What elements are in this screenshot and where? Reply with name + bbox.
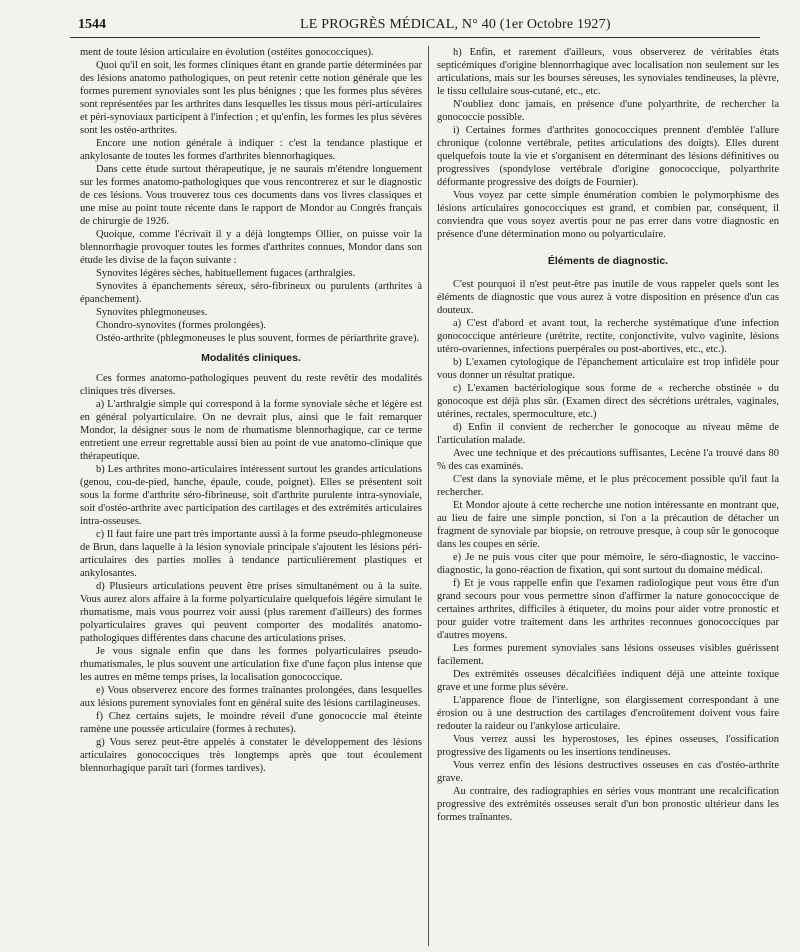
paragraph: Quoique, comme l'écrivait il y a déjà longtemps Ollier, on puisse voir la blennorrhagie provoquer toutes les formes d'arthrites connues, Mondor dans son étude les divise de la façon suivante : [80, 229, 422, 266]
paragraph: Et Mondor ajoute à cette recherche une notion intéressante en montrant que, au lieu de faire une simple ponction, si l'on a la précaution de détacher un fragment de synoviale par biopsie, on retrouve presque, à coup sûr le gonocoque dans les coupes en série. [437, 500, 779, 550]
left-column [80, 46, 422, 775]
journal-title: LE PROGRÈS MÉDICAL, N° 40 (1er Octobre 1927) [300, 17, 611, 32]
list-item: Chondro-synovites (formes prolongées). [96, 320, 267, 331]
paragraph: L'apparence floue de l'interligne, son élargissement correspondant à une érosion ou à une destruction des cartilages d'encroûtement doivent vous faire redouter la raideur ou l'ankylose articulaire. [437, 695, 779, 732]
paragraph: d) Enfin il convient de rechercher le gonocoque au niveau même de l'articulation malade. [437, 422, 779, 446]
paragraph: i) Certaines formes d'arthrites gonococciques prennent d'emblée l'allure chronique (colonne vertébrale, petites articulations des doigts). Elles durent quelquefois toute la vie et s'organisent en déterminant des lésions définitives ou progressives (spondylose vertébrale d'origine gonococcique, polyarthrite déformante progressive des doigts de Fournier). [437, 125, 779, 188]
paragraph: e) Vous observerez encore des formes traînantes prolongées, dans lesquelles aux lésions purement synoviales font en général suite des lésions cartilagineuses. [80, 685, 422, 709]
paragraph: Vous voyez par cette simple énumération combien le polymorphisme des lésions articulaires gonococciques est grand, et combien par, conséquent, il conviendra que vous soyez avertis pour ne pas errer dans votre diagnostic en présence d'une détermination mono ou polyarticulaire. [437, 190, 779, 240]
section-heading: Éléments de diagnostic. [547, 255, 669, 267]
list-item: Ostéo-arthrite (phlegmoneuses le plus souvent, formes de périarthrite grave). [96, 333, 420, 344]
paragraph: C'est pourquoi il n'est peut-être pas inutile de vous rappeler quels sont les éléments de diagnostic que vous aurez à votre disposition en présence d'un cas douteux. [437, 279, 779, 316]
paragraph: Les formes purement synoviales sans lésions osseuses visibles guérissent facilement. [437, 643, 779, 667]
paragraph: a) L'arthralgie simple qui correspond à la forme synoviale sèche et légère est en général polyarticulaire. On ne devrait plus, ainsi que le fait remarquer Mondor, la désigner sous le nom de rhumatisme blennorhagique, car ce terme entretient une erreur regrettable aussi bien au point de vue anatomo-clinique que thérapeutique. [80, 399, 422, 462]
paragraph: Des extrémités osseuses décalcifiées indiquent déjà une atteinte toxique grave et une forme plus sévère. [437, 669, 779, 693]
paragraph: Ces formes anatomo-pathologiques peuvent du reste revêtir des modalités cliniques très diverses. [80, 373, 422, 397]
paragraph: c) Il faut faire une part très importante aussi à la forme pseudo-phlegmoneuse de Brun, dans laquelle à la lésion synoviale principale s'ajoutent les lésions péri-articulaires des parties molles à tendance particulièrement plastiques et ankylosantes. [80, 529, 422, 579]
paragraph: Vous verrez aussi les hyperostoses, les épines osseuses, l'ossification progressive des ligaments ou les insertions tendineuses. [437, 734, 779, 758]
paragraph: Quoi qu'il en soit, les formes cliniques étant en grande partie déterminées par des lésions anatomo pathologiques, on peut retenir cette notion générale que les formes purement synoviales sont les plus bénignes ; que les formes plus sévères sont représentées par les arthrites dans lesquelles les tissus mous péri-articulaires et péri-synoviaux participent à l'infection ; et qu'enfin, les formes les plus sévères sont les ostéo-arthrites. [80, 60, 422, 136]
paragraph: Je vous signale enfin que dans les formes polyarticulaires pseudo-rhumatismales, le plus souvent une articulation fixe d'une façon plus intense que les autres en même temps prises, la localisation gonococcique. [80, 646, 422, 683]
paragraph: Vous verrez enfin des lésions destructives osseuses en cas d'ostéo-arthrite grave. [437, 760, 779, 784]
paragraph: c) L'examen bactériologique sous forme de « recherche obstinée » du gonocoque est déjà plus sûr. (Examen direct des sécrétions urétrales, vaginales, utérines, rectales, spermoculture, etc.) [437, 383, 779, 420]
paragraph: d) Plusieurs articulations peuvent être prises simultanément ou à la suite. Vous aurez alors affaire à la forme polyarticulaire quelquefois légère simulant le rhumatisme, mais vous pourrez voir aussi (plus rarement d'ailleurs) des formes polyarticulaires graves qui peuvent comporter des modalités anatomo-pathologiques différentes dans chacune des articulations prises. [80, 581, 422, 644]
paragraph: b) L'examen cytologique de l'épanchement articulaire est trop infidèle pour vous donner un résultat pratique. [437, 357, 779, 381]
list-item: Synovites à épanchements séreux, séro-fibrineux ou purulents (arthrites à épanchement). [80, 281, 422, 305]
paragraph: e) Je ne puis vous citer que pour mémoire, le séro-diagnostic, le vaccino-diagnostic, la gono-réaction de fixation, qui sont surtout du domaine médical. [437, 552, 779, 576]
paragraph: C'est dans la synoviale même, et le plus précocement possible qu'il faut la rechercher. [437, 474, 779, 498]
running-header [70, 15, 760, 38]
page-number: 1544 [78, 17, 106, 32]
paragraph: f) Chez certains sujets, le moindre réveil d'une gonococcie mal éteinte ramène une poussée articulaire (formes à rechutes). [80, 711, 422, 735]
paragraph: Encore une notion générale à indiquer : c'est la tendance plastique et ankylosante de toutes les formes d'arthrites blennorhagiques. [80, 138, 422, 162]
list-item: Synovites légères sèches, habituellement fugaces (arthralgies. [96, 268, 356, 279]
column-divider [428, 46, 429, 946]
list-item: Synovites phlegmoneuses. [96, 307, 208, 318]
paragraph: a) C'est d'abord et avant tout, la recherche systématique d'une infection gonococcique antérieure (urétrite, rectite, conjonctivite, vulvo vaginite, lésions utéro-ovariennes, infections puerpérales ou post-abortives, etc., etc.). [437, 318, 779, 355]
paragraph: Au contraire, des radiographies en séries vous montrant une recalcification progressive des extrémités osseuses serait d'un bon pronostic ultérieur dans les formes traînantes. [437, 786, 779, 823]
paragraph: g) Vous serez peut-être appelés à constater le développement des lésions articulaires gonococciques très longtemps après que tout écoulement blennorhagique paraît tari (formes tardives). [80, 737, 422, 774]
paragraph: Dans cette étude surtout thérapeutique, je ne saurais m'étendre longuement sur les formes anatomo-pathologiques que vous rencontrerez et sur le diagnostic de ces lésions. Vous trouverez tous ces documents dans vos livres classiques et une mise au point toute récente dans le rapport de Mondor au Congrès français de chirurgie de 1926. [80, 164, 422, 227]
paragraph: b) Les arthrites mono-articulaires intéressent surtout les grandes articulations (genou, cou-de-pied, hanche, épaule, coude, poignet). Elles se présentent soit sous la forme d'arthrite séro-fibrineuse, soit d'arthrite purulente intra-synoviale, soit d'ostéo-arthrite avec participation des cartilages et des extrémités articulaires intra-osseuses. [80, 464, 422, 527]
paragraph: h) Enfin, et rarement d'ailleurs, vous observerez de véritables états septicémiques d'origine blennorrhagique avec localisation non seulement sur les articulations, mais sur les bourses séreuses, les synoviales tendineuses, la plèvre, le tissu cellulaire sous-cutané, etc., etc. [437, 47, 779, 97]
paragraph: f) Et je vous rappelle enfin que l'examen radiologique peut vous être d'un grand secours pour vous permettre sinon d'affirmer la nature gonococcique de certaines arthrites, difficiles à étiqueter, du moins pour aider votre pronostic et pour guider votre traitement dans les arthrites reconnues gonococciques par d'autres moyens. [437, 578, 779, 641]
paragraph: N'oubliez donc jamais, en présence d'une polyarthrite, de rechercher la gonococcie possible. [437, 99, 779, 123]
section-heading: Modalités cliniques. [201, 352, 301, 364]
paragraph: ment de toute lésion articulaire en évolution (ostéites gonococciques). [80, 47, 374, 58]
right-column [437, 46, 779, 824]
paragraph: Avec une technique et des précautions suffisantes, Lecène l'a trouvé dans 80 % des cas examinés. [437, 448, 779, 472]
